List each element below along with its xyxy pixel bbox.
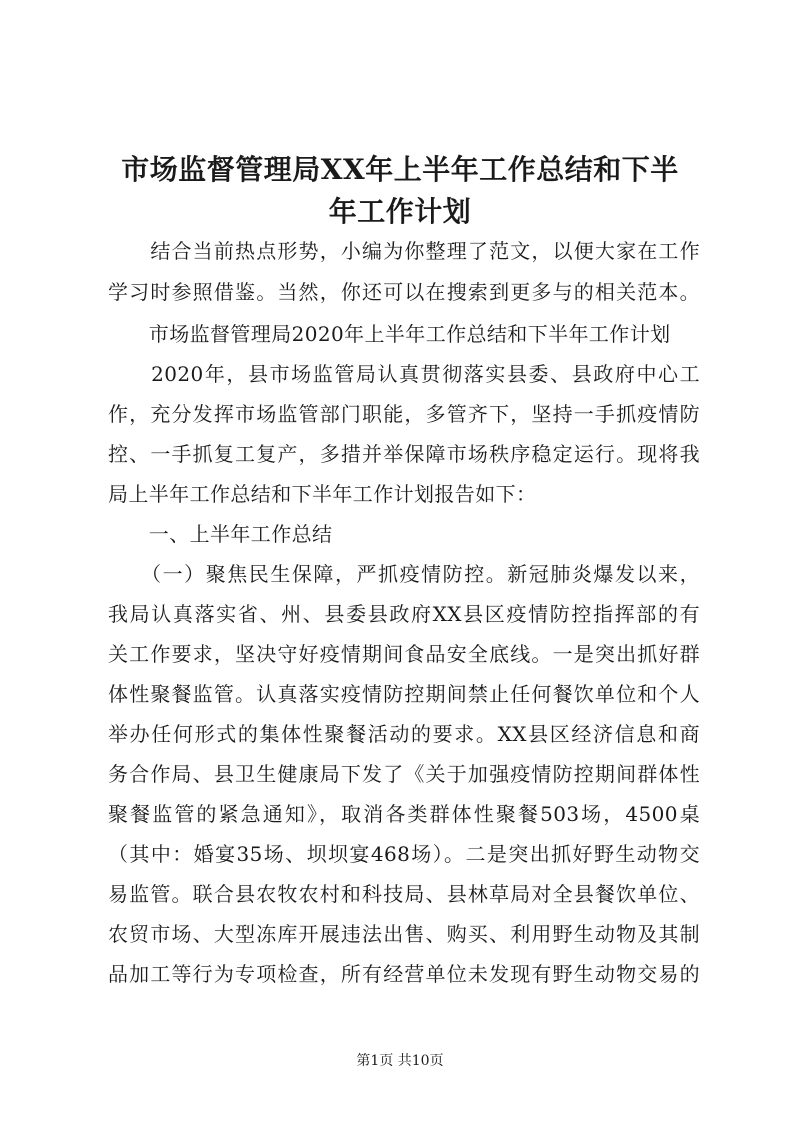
body-line: 结合当前热点形势，小编为你整理了范文，以便大家在工作: [108, 239, 700, 263]
body-line: 关工作要求，坚决守好疫情期间食品安全底线。一是突出抓好群: [108, 642, 700, 666]
body-line: 学习时参照借鉴。当然，你还可以在搜索到更多与的相关范本。: [108, 280, 700, 304]
body-line: 我局认真落实省、州、县委县政府XX县区疫情防控指挥部的有: [108, 602, 700, 626]
body-line: 控、一手抓复工复产，多措并举保障市场秩序稳定运行。现将我: [108, 442, 700, 466]
body-line: 务合作局、县卫生健康局下发了《关于加强疫情防控期间群体性: [108, 762, 700, 786]
body-line: 作，充分发挥市场监管部门职能，多管齐下，坚持一手抓疫情防: [108, 402, 700, 426]
body-line: 体性聚餐监管。认真落实疫情防控期间禁止任何餐饮单位和个人: [108, 682, 700, 706]
section-heading: 一、上半年工作总结: [108, 522, 333, 546]
body-line: 农贸市场、大型冻库开展违法出售、购买、利用野生动物及其制: [108, 922, 700, 946]
body-line: （其中：婚宴35场、坝坝宴468场）。二是突出抓好野生动物交: [108, 842, 700, 866]
document-title-line-2: 年工作计划: [328, 195, 472, 228]
body-line: 市场监督管理局2020年上半年工作总结和下半年工作计划: [108, 322, 671, 346]
body-line: 局上半年工作总结和下半年工作计划报告如下：: [108, 482, 537, 506]
body-line: 易监管。联合县农牧农村和科技局、县林草局对全县餐饮单位、: [108, 882, 700, 906]
body-line: 2020年，县市场监管局认真贯彻落实县委、县政府中心工: [108, 362, 700, 386]
document-title-line-1: 市场监督管理局XX年上半年工作总结和下半: [121, 153, 679, 186]
page-footer: 第1页 共10页: [356, 1053, 444, 1069]
body-line: 聚餐监管的紧急通知》，取消各类群体性聚餐503场，4500桌: [108, 802, 700, 826]
body-line: 举办任何形式的集体性聚餐活动的要求。XX县区经济信息和商: [108, 722, 700, 746]
body-line: （一）聚焦民生保障，严抓疫情防控。新冠肺炎爆发以来，: [108, 562, 700, 586]
body-line: 品加工等行为专项检查，所有经营单位未发现有野生动物交易的: [108, 962, 700, 986]
